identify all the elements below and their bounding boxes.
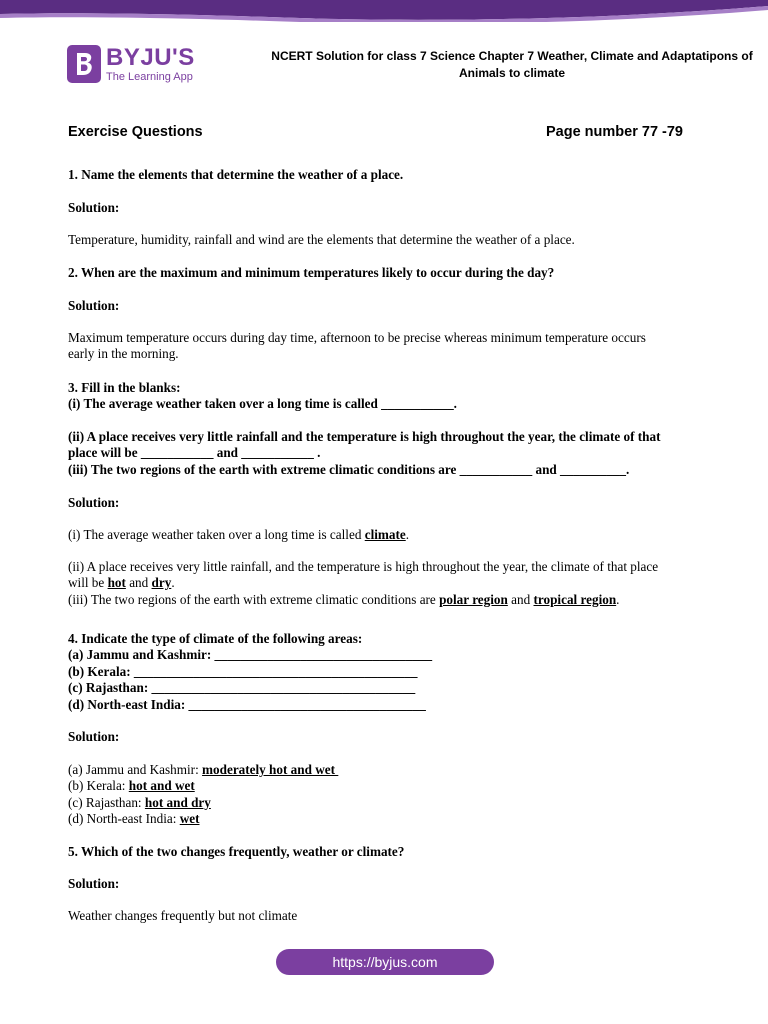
document-title-line2: Animals to climate <box>458 66 566 80</box>
q4-answer-c-label: (c) Rajasthan: <box>68 794 145 810</box>
document-title <box>262 48 762 82</box>
q4-title: 4. Indicate the type of climate of the following areas: <box>68 631 363 646</box>
q2-solution-label: Solution: <box>68 298 120 313</box>
question-2: 2. When are the maximum and minimum temperatures likely to occur during the day? <box>68 265 555 280</box>
q3-answer-i <box>68 527 698 543</box>
q4-answer-c <box>68 795 698 811</box>
q4-answer-a <box>68 762 698 778</box>
q3-answer-iii-end: . <box>616 591 620 607</box>
q3-part-iii: (iii) The two regions of the earth with extreme climatic conditions are ___________ and __________. <box>68 461 630 477</box>
q4-answer-d-label: (d) North-east India: <box>68 811 180 827</box>
brand-name: BYJU'S <box>106 43 195 71</box>
q1-answer: Temperature, humidity, rainfall and wind are the elements that determine the weather of a place. <box>68 232 575 247</box>
q2-answer-line1: Maximum temperature occurs during day time, afternoon to be precise whereas minimum temperature occurs <box>68 330 646 345</box>
q3-solution-label: Solution: <box>68 495 120 510</box>
q3-answer-i-text: (i) The average weather taken over a long time is called <box>68 527 365 542</box>
q3-answer-ii-line2 <box>68 575 698 591</box>
footer-url-link[interactable]: https://byjus.com <box>276 949 494 975</box>
q4-answer-c-value: hot and dry <box>144 794 211 810</box>
q3-answer-ii-term2: dry <box>151 575 172 591</box>
q3-answer-iii-text: (iii) The two regions of the earth with extreme climatic conditions are <box>68 591 440 607</box>
q3-part-ii-line2: place will be ___________ and ___________ . <box>68 445 321 461</box>
q3-answer-ii-mid: and <box>125 575 152 591</box>
question-3 <box>68 380 698 413</box>
q4-solution-label: Solution: <box>68 729 120 744</box>
byjus-logo <box>67 45 195 83</box>
q3-answer-ii-end: . <box>171 575 175 591</box>
q4-part-b: (b) Kerala: ___________________________________________ <box>68 663 418 679</box>
brand-tagline: The Learning App <box>106 70 193 83</box>
q3-answer-i-term: climate <box>364 527 406 542</box>
logo-mark-icon <box>67 45 101 83</box>
q3-answer-iii-term1: polar region <box>439 591 508 607</box>
q3-title: 3. Fill in the blanks: <box>68 380 181 395</box>
q3-answer-ii-text: will be <box>68 575 108 591</box>
question-4 <box>68 631 698 713</box>
question-1: 1. Name the elements that determine the weather of a place. <box>68 167 404 182</box>
q3-answer-i-end: . <box>405 527 410 542</box>
q5-answer: Weather changes frequently but not climate <box>68 908 298 923</box>
page-number: Page number 77 -79 <box>546 124 683 140</box>
q3-answer-iii-mid: and <box>507 591 534 607</box>
document-title-line1: NCERT Solution for class 7 Science Chapter 7 Weather, Climate and Adaptatipons of <box>271 49 753 63</box>
q1-solution-label: Solution: <box>68 200 120 215</box>
q3-answer-ii-line1: (ii) A place receives very little rainfall, and the temperature is high throughout the year, the climate of that place <box>68 559 659 574</box>
q3-parts-ii-iii <box>68 429 698 478</box>
q4-answer-b <box>68 778 698 794</box>
q4-part-a: (a) Jammu and Kashmir: _________________________________ <box>68 647 433 663</box>
q2-answer-line2: early in the morning. <box>68 346 179 362</box>
q3-answer-ii-term1: hot <box>107 575 126 591</box>
q4-part-c: (c) Rajasthan: ________________________________________ <box>68 680 416 696</box>
question-5: 5. Which of the two changes frequently, weather or climate? <box>68 844 405 859</box>
section-heading: Exercise Questions <box>68 124 203 140</box>
q3-part-ii-line1: (ii) A place receives very little rainfall and the temperature is high throughout the year, the climate of that <box>68 429 661 444</box>
q4-answers <box>68 762 698 828</box>
q4-answer-a-value: moderately hot and wet <box>202 762 339 777</box>
q3-answer-ii-iii <box>68 559 698 608</box>
q3-answer-iii-term2: tropical region <box>533 591 617 607</box>
q4-answer-d <box>68 811 698 827</box>
q2-answer <box>68 330 698 363</box>
q3-answer-iii <box>68 592 698 608</box>
q4-answer-b-value: hot and wet <box>128 778 195 794</box>
top-decorative-band <box>0 0 768 22</box>
q3-part-i: (i) The average weather taken over a long time is called ___________. <box>68 396 457 412</box>
q4-answer-a-label: (a) Jammu and Kashmir: <box>68 762 203 777</box>
q4-answer-b-label: (b) Kerala: <box>68 778 129 794</box>
q4-part-d: (d) North-east India: ____________________________________ <box>68 696 426 712</box>
q5-solution-label: Solution: <box>68 876 120 891</box>
q4-answer-d-value: wet <box>179 811 200 827</box>
